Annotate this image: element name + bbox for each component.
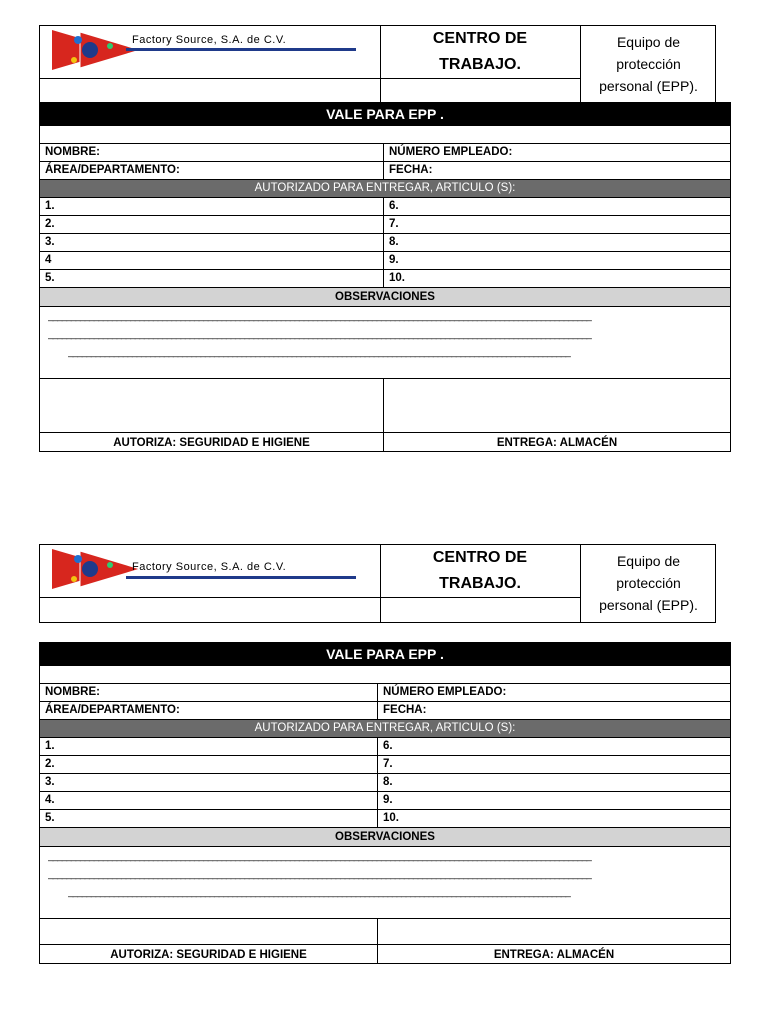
numero-empleado-field[interactable]: NÚMERO EMPLEADO:: [383, 686, 507, 698]
entrega-label: ENTREGA: ALMACÉN: [493, 949, 615, 961]
area-row: [40, 162, 730, 180]
item-field[interactable]: 9.: [383, 794, 393, 806]
autoriza-signature-box[interactable]: [40, 919, 377, 944]
observation-line: _______________________________________________________________________________________________________________________: [48, 311, 591, 322]
header-divider: [40, 597, 580, 598]
company-name: Factory Source, S.A. de C.V.: [132, 34, 287, 46]
observaciones-band: OBSERVACIONES: [40, 828, 730, 847]
observaciones-area[interactable]: [40, 847, 730, 919]
item-row: [40, 756, 730, 774]
header-box-2: [39, 544, 716, 623]
fecha-field[interactable]: FECHA:: [383, 704, 427, 716]
observation-line: ______________________________________________________________________________________________________________: [68, 887, 570, 898]
item-row: [40, 270, 730, 288]
vale-title: VALE PARA EPP .: [40, 643, 730, 666]
observaciones-band: OBSERVACIONES: [40, 288, 730, 307]
area-field[interactable]: ÁREA/DEPARTAMENTO:: [45, 704, 180, 716]
item-field[interactable]: 9.: [389, 254, 399, 266]
blank-row: [40, 666, 730, 684]
item-row: [40, 738, 730, 756]
centro-trabajo-title: CENTRO DE TRABAJO.: [432, 30, 528, 73]
item-field[interactable]: 3.: [45, 776, 55, 788]
nombre-field[interactable]: NOMBRE:: [45, 686, 100, 698]
logo-underline: [126, 48, 356, 51]
signature-labels-row: [40, 945, 730, 963]
vale-form-1: [39, 102, 731, 452]
epp-title: Equipo de protección personal (EPP).: [599, 34, 698, 94]
item-field[interactable]: 7.: [389, 218, 399, 230]
item-field[interactable]: 4.: [45, 794, 55, 806]
autoriza-label: AUTORIZA: SEGURIDAD E HIGIENE: [110, 949, 307, 961]
centro-trabajo-title: CENTRO DE TRABAJO.: [432, 549, 528, 592]
fecha-field[interactable]: FECHA:: [389, 164, 433, 176]
item-field[interactable]: 7.: [383, 758, 393, 770]
observation-line: _______________________________________________________________________________________________________________________: [48, 851, 591, 862]
autoriza-label: AUTORIZA: SEGURIDAD E HIGIENE: [113, 437, 310, 449]
item-field[interactable]: 3.: [45, 236, 55, 248]
area-field[interactable]: ÁREA/DEPARTAMENTO:: [45, 164, 180, 176]
header-divider: [40, 78, 580, 79]
entrega-signature-box[interactable]: [384, 379, 724, 432]
item-field[interactable]: 2.: [45, 758, 55, 770]
item-field[interactable]: 6.: [389, 200, 399, 212]
autoriza-signature-box[interactable]: [40, 379, 383, 432]
item-row: [40, 792, 730, 810]
company-name: Factory Source, S.A. de C.V.: [132, 561, 287, 573]
nombre-field[interactable]: NOMBRE:: [45, 146, 100, 158]
item-field[interactable]: 10.: [389, 272, 405, 284]
signature-row: [40, 919, 730, 945]
epp-title: Equipo de protección personal (EPP).: [599, 553, 698, 613]
nombre-row: [40, 144, 730, 162]
observaciones-area[interactable]: [40, 307, 730, 379]
vale-title: VALE PARA EPP .: [40, 103, 730, 126]
item-field[interactable]: 2.: [45, 218, 55, 230]
item-field[interactable]: 1.: [45, 740, 55, 752]
signature-row: [40, 379, 730, 433]
signature-labels-row: [40, 433, 730, 451]
observation-line: ______________________________________________________________________________________________________________: [68, 347, 570, 358]
nombre-row: [40, 684, 730, 702]
item-row: [40, 216, 730, 234]
area-row: [40, 702, 730, 720]
item-field[interactable]: 8.: [389, 236, 399, 248]
item-field[interactable]: 5.: [45, 272, 55, 284]
item-row: [40, 234, 730, 252]
entrega-signature-box[interactable]: [378, 919, 724, 944]
logo-underline: [126, 576, 356, 579]
item-field[interactable]: 8.: [383, 776, 393, 788]
observation-line: _______________________________________________________________________________________________________________________: [48, 329, 591, 340]
item-field[interactable]: 6.: [383, 740, 393, 752]
item-row: [40, 252, 730, 270]
item-field[interactable]: 1.: [45, 200, 55, 212]
vale-form-2: [39, 642, 731, 964]
blank-row: [40, 126, 730, 144]
item-field[interactable]: 4: [45, 254, 52, 266]
item-field[interactable]: 10.: [383, 812, 399, 824]
autorizado-band: AUTORIZADO PARA ENTREGAR, ARTICULO (S):: [40, 180, 730, 198]
header-box-1: [39, 25, 716, 103]
numero-empleado-field[interactable]: NÚMERO EMPLEADO:: [389, 146, 513, 158]
item-row: [40, 810, 730, 828]
autorizado-band: AUTORIZADO PARA ENTREGAR, ARTICULO (S):: [40, 720, 730, 738]
item-field[interactable]: 5.: [45, 812, 55, 824]
item-row: [40, 774, 730, 792]
observation-line: _______________________________________________________________________________________________________________________: [48, 869, 591, 880]
entrega-label: ENTREGA: ALMACÉN: [496, 437, 618, 449]
item-row: [40, 198, 730, 216]
